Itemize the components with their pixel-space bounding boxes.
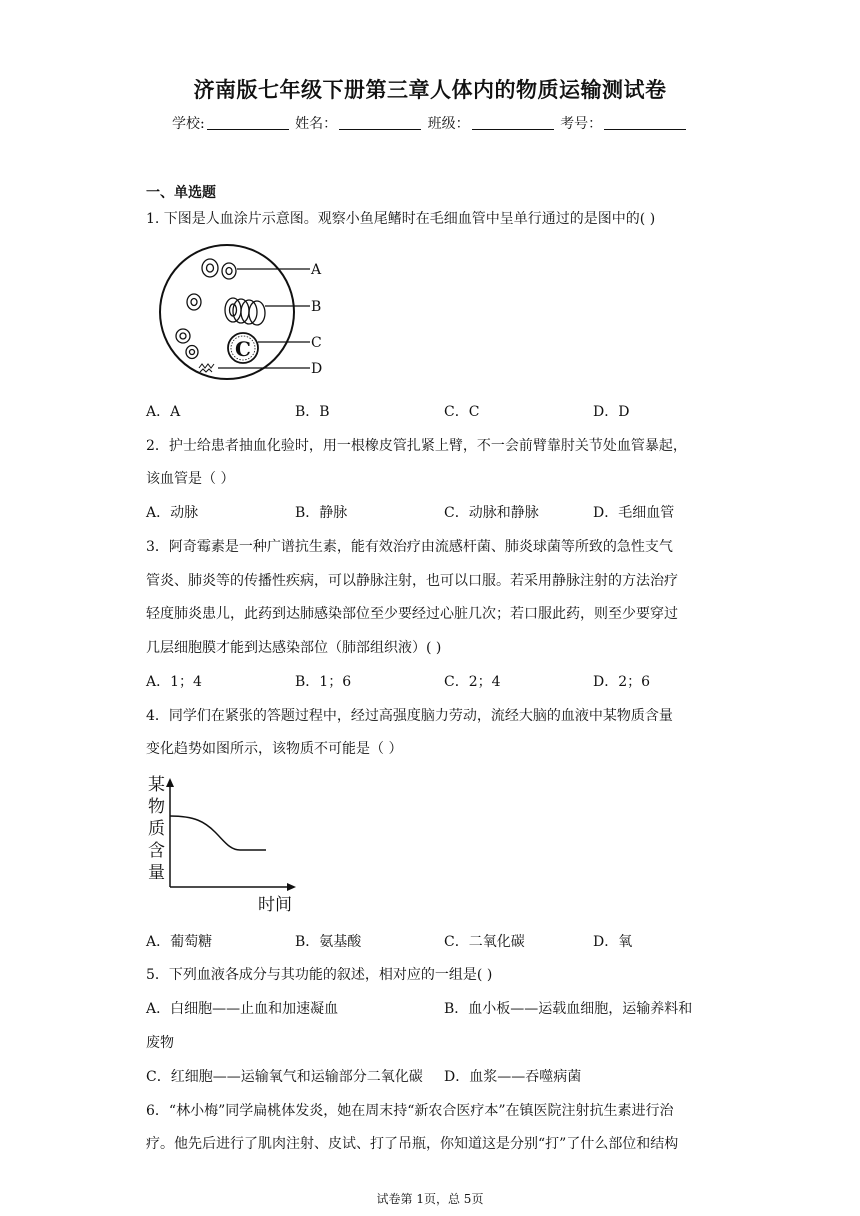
q3-stem-line1: 3．阿奇霉素是一种广谱抗生素，能有效治疗由流感杆菌、肺炎球菌等所致的急性支气 [146, 539, 673, 555]
blood-smear-figure [152, 244, 332, 382]
x-axis-arrow [287, 883, 296, 891]
q2-option-c[interactable]: C．动脉和静脉 [444, 505, 539, 521]
graph-xlabel: 时间 [258, 895, 292, 915]
exam-no-label: 考号： [560, 116, 603, 132]
substance-trend-graph [140, 770, 300, 915]
graph-axes [170, 784, 290, 887]
q5-option-b[interactable]: B．血小板——运载血细胞，运输养料和 [444, 1001, 693, 1017]
red-blood-cells [176, 259, 265, 359]
q2-stem-line1: 2．护士给患者抽血化验时，用一根橡皮管扎紧上臂，不一会前臂靠肘关节处血管暴起， [146, 438, 687, 454]
q6-stem-line2: 疗。他先后进行了肌肉注射、皮试、打了吊瓶，你知道这是分别“打”了什么部位和结构 [146, 1136, 679, 1152]
q3-stem-line4: 几层细胞膜才能到达感染部位（肺部组织液）( ) [146, 640, 442, 656]
q6-stem-line1: 6．“林小梅”同学扁桃体发炎，她在周末持“新农合医疗本”在镇医院注射抗生素进行治 [146, 1103, 674, 1119]
q3-option-d[interactable]: D．2；6 [593, 674, 651, 690]
ylabel-char-2: 物 [148, 797, 165, 817]
ylabel-char-4: 含 [148, 841, 165, 861]
figure-label-d: D [311, 361, 323, 377]
q4-option-b[interactable]: B．氨基酸 [295, 934, 362, 950]
q2-option-d[interactable]: D．毛细血管 [593, 505, 675, 521]
page-footer: 试卷第 1页，总 5页 [376, 1192, 484, 1206]
q3-stem-line2: 管炎、肺炎等的传播性疾病，可以静脉注射，也可以口服。若采用静脉注射的方法治疗 [146, 573, 678, 589]
q2-stem-line2: 该血管是（ ） [146, 471, 235, 487]
svg-text:C: C [235, 337, 251, 361]
ylabel-char-1: 某 [148, 775, 165, 795]
exam-no-blank[interactable] [604, 115, 686, 130]
ylabel-char-5: 量 [148, 863, 165, 883]
q5-option-a[interactable]: A．白细胞——止血和加速凝血 [146, 1001, 339, 1017]
q5-option-d[interactable]: D．血浆——吞噬病菌 [444, 1069, 582, 1085]
class-label: 班级： [427, 116, 470, 132]
school-blank[interactable] [207, 115, 289, 130]
q1-stem: 1. 下图是人血涂片示意图。观察小鱼尾鳍时在毛细血管中呈单行通过的是图中的( ) [146, 211, 656, 227]
q2-option-b[interactable]: B．静脉 [295, 505, 348, 521]
q1-option-c[interactable]: C．C [444, 404, 480, 420]
school-label: 学校: [172, 116, 205, 132]
q3-option-c[interactable]: C．2；4 [444, 674, 501, 690]
q3-option-a[interactable]: A．1；4 [146, 674, 202, 690]
q3-option-b[interactable]: B．1；6 [295, 674, 352, 690]
q1-option-a[interactable]: A．A [146, 404, 181, 420]
q5-option-c[interactable]: C．红细胞——运输氧气和运输部分二氧化碳 [146, 1069, 423, 1085]
name-label: 姓名： [295, 116, 338, 132]
class-blank[interactable] [472, 115, 554, 130]
q2-option-a[interactable]: A．动脉 [146, 505, 199, 521]
q5-stem: 5．下列血液各成分与其功能的叙述，相对应的一组是( ) [146, 967, 493, 983]
name-blank[interactable] [339, 115, 421, 130]
smear-circle [160, 245, 294, 379]
trend-curve [170, 816, 266, 850]
page-title: 济南版七年级下册第三章人体内的物质运输测试卷 [193, 78, 667, 102]
ylabel-char-3: 质 [148, 819, 165, 839]
q4-stem-line1: 4．同学们在紧张的答题过程中，经过高强度脑力劳动，流经大脑的血液中某物质含量 [146, 708, 673, 724]
section-heading: 一、单选题 [146, 185, 216, 201]
figure-label-c: C [311, 335, 322, 351]
figure-label-b: B [311, 299, 322, 315]
q1-option-b[interactable]: B．B [295, 404, 330, 420]
q4-option-a[interactable]: A．葡萄糖 [146, 934, 213, 950]
q5-option-b-cont: 废物 [146, 1035, 174, 1051]
figure-label-a: A [311, 262, 322, 278]
q3-stem-line3: 轻度肺炎患儿，此药到达肺感染部位至少要经过心脏几次；若口服此药，则至少要穿过 [146, 606, 678, 622]
student-info-line [172, 113, 688, 133]
y-axis-arrow [166, 778, 174, 787]
platelets [199, 364, 214, 372]
q4-option-d[interactable]: D．氧 [593, 934, 633, 950]
q4-option-c[interactable]: C．二氧化碳 [444, 934, 525, 950]
q1-option-d[interactable]: D．D [593, 404, 630, 420]
q4-stem-line2: 变化趋势如图所示，该物质不可能是（ ） [146, 741, 403, 757]
